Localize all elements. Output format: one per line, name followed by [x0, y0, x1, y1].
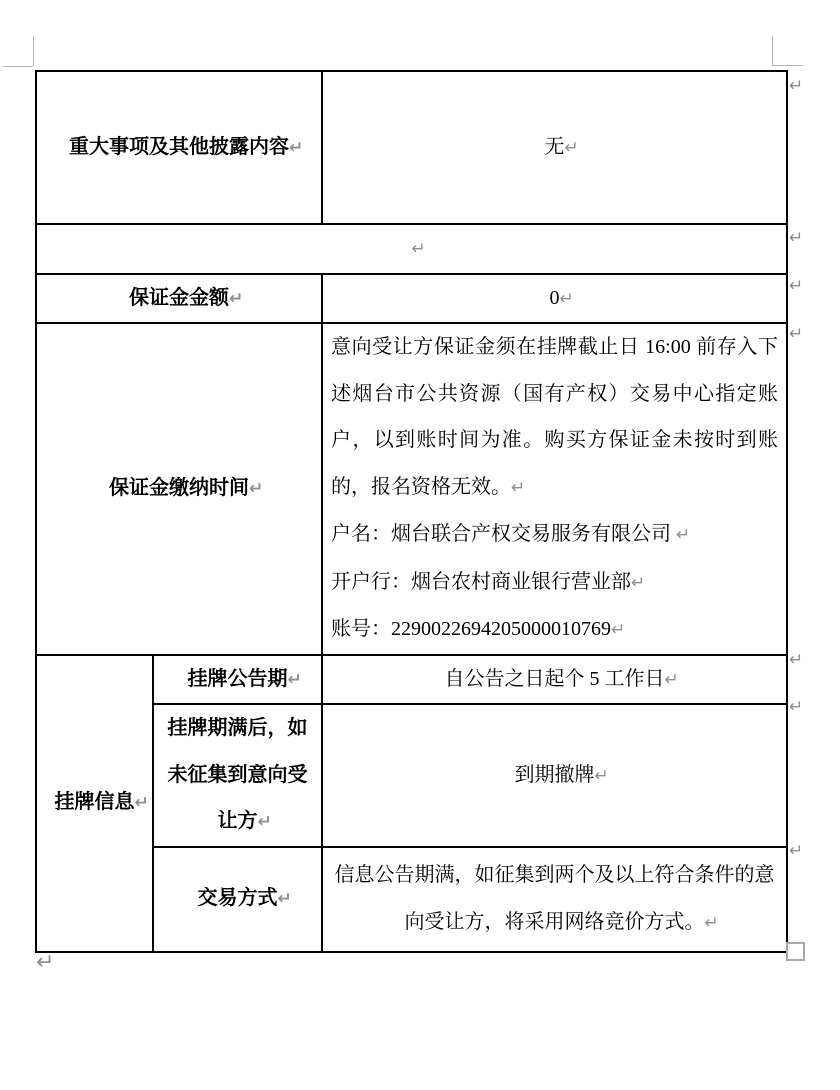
deposit-time-label-text: 保证金缴纳时间 — [109, 477, 249, 499]
deposit-amount-label-text: 保证金金额 — [129, 286, 229, 309]
row-end-mark: ↵ — [789, 76, 804, 96]
cell-deposit-time-value[interactable] — [322, 323, 787, 655]
row-end-mark: ↵ — [789, 650, 804, 670]
deposit-instructions: 意向受让方保证金须在挂牌截止日 16:00 前存入下述烟台市公共资源（国有产权）交易中心指定账户，以到账时间为准。购买方保证金未按时到账的，报名资格无效。↵ — [331, 336, 778, 498]
paragraph-mark-icon: ↵ — [36, 950, 55, 975]
disclosure-value-text: 无 — [544, 135, 565, 158]
row-empty — [36, 224, 787, 274]
bank-branch-line: 开户行：烟台农村商业银行营业部↵ — [331, 570, 646, 593]
announcement-period-value-text: 自公告之日起个 5 工作日 — [444, 667, 665, 690]
announcement-period-label-text: 挂牌公告期 — [187, 667, 288, 690]
table-resize-handle[interactable] — [786, 942, 805, 961]
cell-deposit-amount-value[interactable]: 0↵ — [322, 274, 787, 324]
cell-disclosure-label[interactable]: 重大事项及其他披露内容↵ — [36, 71, 322, 224]
row-end-mark: ↵ — [789, 228, 804, 248]
row-end-mark: ↵ — [789, 841, 804, 861]
cell-trade-method-label[interactable]: 交易方式↵ — [153, 847, 322, 952]
row-end-mark: ↵ — [789, 697, 804, 717]
expiry-action-label-text: 挂牌期满后，如未征集到意向受让方 — [167, 717, 308, 832]
row-end-mark: ↵ — [789, 276, 804, 296]
row-announcement-period — [36, 655, 787, 705]
cell-deposit-amount-label[interactable]: 保证金金额↵ — [36, 274, 322, 324]
cell-announcement-period-label[interactable]: 挂牌公告期↵ — [153, 655, 322, 705]
crop-mark-top-left — [33, 36, 34, 66]
expiry-action-value-text: 到期撤牌 — [514, 763, 595, 786]
cell-listing-group-label[interactable]: 挂牌信息↵ — [36, 655, 153, 952]
trade-method-value-text: 信息公告期满，如征集到两个及以上符合条件的意向受让方，将采用网络竞价方式。 — [334, 864, 775, 933]
cell-announcement-period-value[interactable]: 自公告之日起个 5 工作日↵ — [322, 655, 787, 705]
deposit-amount-value-text: 0 — [549, 286, 560, 309]
account-number-line: 账号：2290022694205000010769↵ — [331, 618, 626, 640]
row-deposit-amount — [36, 274, 787, 324]
row-deposit-time — [36, 323, 787, 655]
account-name-text: 户名：烟台联合产权交易服务有限公司 — [331, 523, 676, 545]
cell-expiry-action-label[interactable]: 挂牌期满后，如未征集到意向受让方↵ — [153, 704, 322, 847]
account-number-text: 账号：2290022694205000010769 — [331, 618, 611, 640]
deposit-instructions-text: 意向受让方保证金须在挂牌截止日 16:00 前存入下述烟台市公共资源（国有产权）交易中心指定账户，以到账时间为准。购买方保证金未按时到账的，报名资格无效。 — [331, 336, 778, 498]
cell-expiry-action-value[interactable]: 到期撤牌↵ — [322, 704, 787, 847]
crop-mark-top-right — [772, 36, 773, 66]
crop-mark-top-left — [3, 66, 33, 67]
listing-group-label-text: 挂牌信息 — [54, 791, 135, 814]
disclosure-label-text: 重大事项及其他披露内容 — [69, 135, 289, 158]
cell-disclosure-value[interactable]: 无↵ — [322, 71, 787, 224]
row-disclosure — [36, 71, 787, 224]
cell-trade-method-value[interactable]: 信息公告期满，如征集到两个及以上符合条件的意向受让方，将采用网络竞价方式。↵ — [322, 847, 787, 952]
account-name-line: 户名：烟台联合产权交易服务有限公司 ↵ — [331, 523, 691, 545]
trade-method-label-text: 交易方式 — [197, 887, 278, 910]
row-end-mark: ↵ — [789, 324, 804, 344]
cell-empty[interactable]: ↵ — [36, 224, 787, 274]
crop-mark-top-right — [773, 65, 803, 66]
cell-deposit-time-label[interactable]: 保证金缴纳时间↵ — [36, 323, 322, 655]
disclosure-table — [35, 70, 788, 953]
bank-branch-text: 开户行：烟台农村商业银行营业部 — [331, 570, 631, 593]
